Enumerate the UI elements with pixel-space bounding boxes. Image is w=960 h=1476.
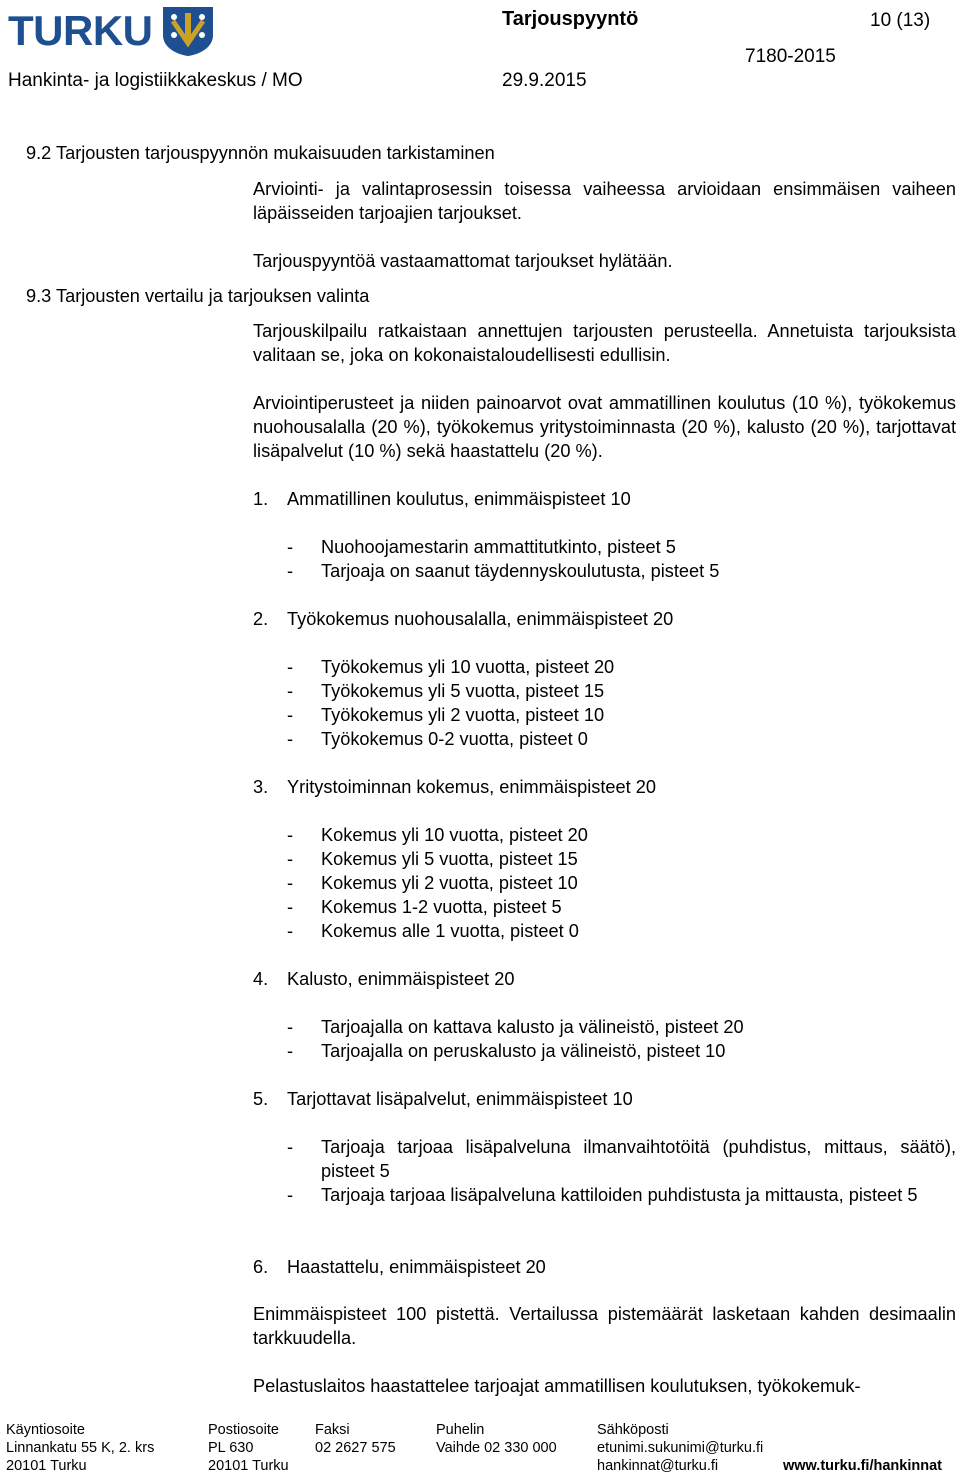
list-item: - Työkokemus yli 10 vuotta, pisteet 20 [287,657,615,677]
criterion-heading-3 [253,775,656,799]
list-item: - Kokemus alle 1 vuotta, pisteet 0 [287,921,579,941]
document-reference: 7180-2015 [745,46,836,67]
criterion-title: Ammatillinen koulutus, enimmäispisteet 10 [287,489,631,509]
criterion-number: 6. [253,1257,269,1277]
fax-number: 02 2627 575 [315,1440,396,1456]
criterion-heading-5 [253,1087,633,1111]
criterion-heading-6 [253,1255,546,1279]
website-link[interactable]: www.turku.fi/hankinnat [783,1458,942,1474]
list-item: - Tarjoaja on saanut täydennyskoulutusta, pisteet 5 [287,561,720,581]
email-address-1[interactable]: etunimi.sukunimi@turku.fi [597,1440,764,1456]
closing-paragraph-1: Enimmäispisteet 100 pistettä. Vertailussa pistemäärät lasketaan kahden desimaalin tarkkuudella. [253,1304,956,1348]
document-type: Tarjouspyyntö [502,8,639,30]
section-9-3-paragraph-1: Tarjouskilpailu ratkaistaan annettujen tarjousten perusteella. Annetuista tarjouksista valitaan se, joka on kokonaistaloudellisesti edullisin. [253,321,956,365]
postal-address-line-2: 20101 Turku [208,1458,289,1474]
list-item: - Tarjoajalla on kattava kalusto ja välineistö, pisteet 20 [287,1017,744,1037]
document-date: 29.9.2015 [502,70,587,91]
list-item: - Tarjoaja tarjoaa lisäpalveluna kattiloiden puhdistusta ja mittausta, pisteet 5 [287,1185,918,1205]
list-item: - Nuohoojamestarin ammattitutkinto, pisteet 5 [287,537,676,557]
criterion-number: 5. [253,1089,269,1109]
criterion-heading-1 [253,487,631,511]
list-item: - Kokemus yli 10 vuotta, pisteet 20 [287,825,588,845]
email-address-2[interactable]: hankinnat@turku.fi [597,1458,719,1474]
criterion-number: 4. [253,969,269,989]
postal-address-line-1: PL 630 [208,1440,254,1456]
fax-label: Faksi [315,1422,350,1438]
coat-of-arms-icon [161,5,215,57]
page-number: 10 (13) [870,10,931,31]
email-label: Sähköposti [597,1422,669,1438]
list-item: - Kokemus yli 5 vuotta, pisteet 15 [287,849,578,869]
section-9-2-paragraph-1: Arviointi- ja valintaprosessin toisessa vaiheessa arvioidaan ensimmäisen vaiheen läpäisseiden tarjoajien tarjoukset. [253,179,956,223]
section-heading-9-3: 9.3 Tarjousten vertailu ja tarjouksen valinta [26,286,370,306]
criterion-heading-4 [253,967,514,991]
list-item: - Kokemus 1-2 vuotta, pisteet 5 [287,897,562,917]
closing-paragraph-2: Pelastuslaitos haastattelee tarjoajat ammatillisen koulutuksen, työkokemuk- [253,1376,861,1396]
criterion-number: 3. [253,777,269,797]
org-name: Hankinta- ja logistiikkakeskus / MO [8,70,303,91]
criterion-title: Työkokemus nuohousalalla, enimmäispisteet 20 [287,609,674,629]
list-item: - Työkokemus yli 5 vuotta, pisteet 15 [287,681,605,701]
section-9-2-paragraph-2: Tarjouspyyntöä vastaamattomat tarjoukset hylätään. [253,251,673,271]
phone-number: Vaihde 02 330 000 [436,1440,557,1456]
list-item: - Kokemus yli 2 vuotta, pisteet 10 [287,873,578,893]
visit-address-line-2: 20101 Turku [6,1458,87,1474]
criterion-title: Kalusto, enimmäispisteet 20 [287,969,515,989]
logo-wordmark: TURKU [8,7,153,54]
list-item: - Työkokemus yli 2 vuotta, pisteet 10 [287,705,605,725]
logo [8,5,215,57]
list-item: - Tarjoajalla on peruskalusto ja välineistö, pisteet 10 [287,1041,726,1061]
postal-address-label: Postiosoite [208,1422,279,1438]
criterion-heading-2 [253,607,673,631]
criterion-number: 1. [253,489,269,509]
section-heading-9-2: 9.2 Tarjousten tarjouspyynnön mukaisuuden tarkistaminen [26,143,495,163]
list-item: - Tarjoaja tarjoaa lisäpalveluna ilmanvaihtotöitä (puhdistus, mittaus, säätö), pisteet 5 [287,1137,956,1181]
criterion-title: Tarjottavat lisäpalvelut, enimmäispisteet 10 [287,1089,633,1109]
phone-label: Puhelin [436,1422,485,1438]
visit-address-label: Käyntiosoite [6,1422,85,1438]
section-9-3-paragraph-2: Arviointiperusteet ja niiden painoarvot ovat ammatillinen koulutus (10 %), työkokemus nuohousalalla (20 %), työkokemus yritystoiminnasta (20 %), kalusto (20 %), tarjottavat lisäpalvelut (10 %) sekä haastattelu (20 %). [253,393,956,461]
criterion-number: 2. [253,609,269,629]
criterion-title: Haastattelu, enimmäispisteet 20 [287,1257,546,1277]
visit-address-line-1: Linnankatu 55 K, 2. krs [6,1440,155,1456]
criterion-title: Yritystoiminnan kokemus, enimmäispisteet 20 [287,777,656,797]
list-item: - Työkokemus 0-2 vuotta, pisteet 0 [287,729,588,749]
